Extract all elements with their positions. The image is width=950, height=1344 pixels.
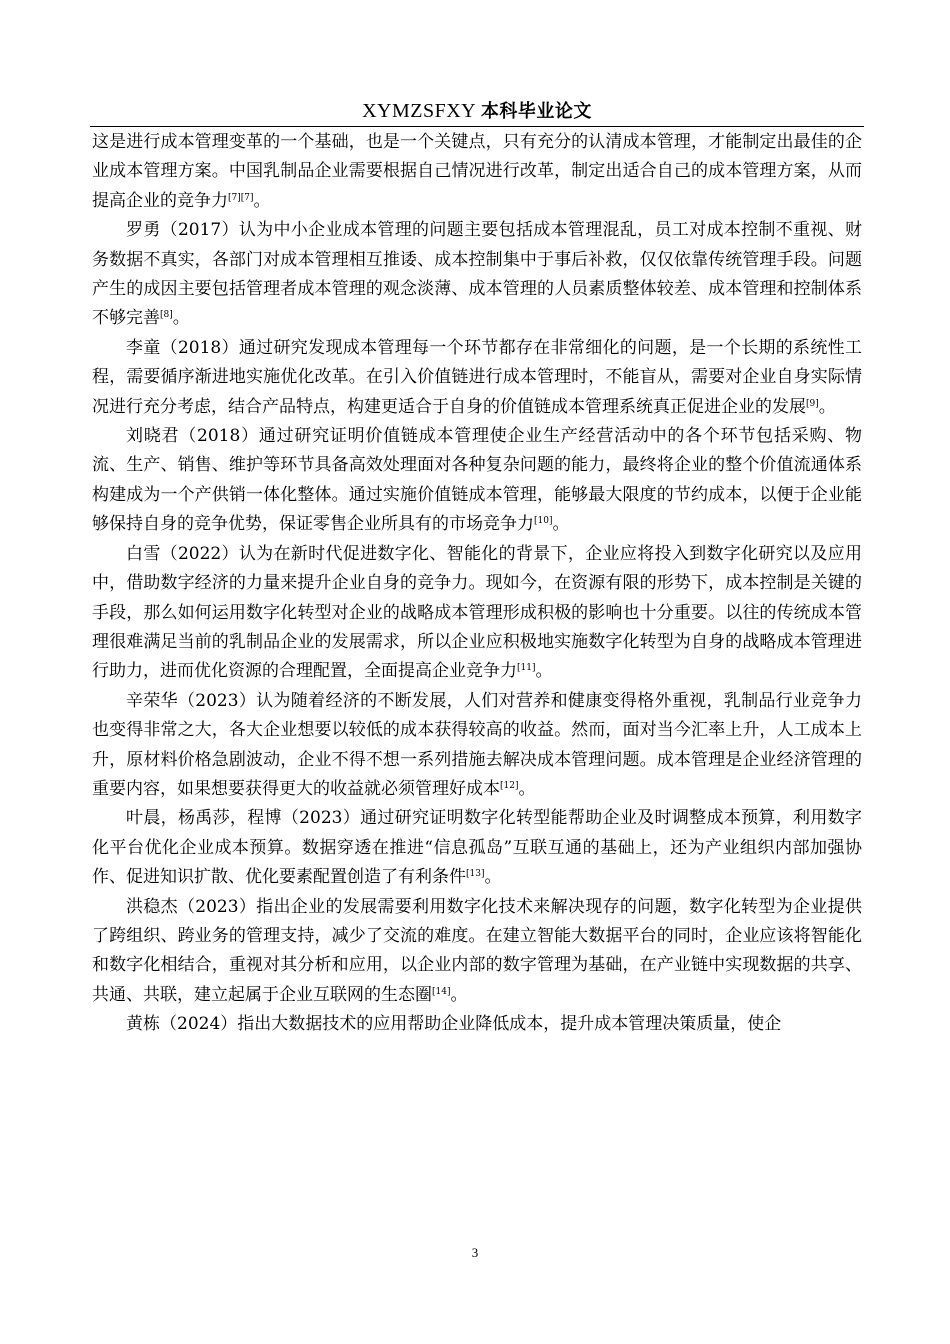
paragraph-tail: 。 xyxy=(484,867,502,888)
header-rule xyxy=(90,126,864,127)
citation-ref: [10] xyxy=(534,516,553,527)
paragraph-text: 这是进行成本管理变革的一个基础，也是一个关键点，只有充分的认清成本管理，才能制定出最佳的企业成本管理方案。中国乳制品企业需要根据自己情况进行改革，制定出适合自己的成本管理方案，从而提高企业的竞争力 xyxy=(92,132,862,211)
header-title-latin: XYMZSFXY xyxy=(362,100,481,122)
paragraph-tail: 。 xyxy=(172,308,190,329)
citation-ref: [11] xyxy=(517,663,536,674)
document-body xyxy=(92,128,862,1040)
paragraph-text: 辛荣华（2023）认为随着经济的不断发展，人们对营养和健康变得格外重视，乳制品行业竞争力也变得非常之大，各大企业想要以较低的成本获得较高的收益。然而，面对当今汇率上升，人工成本上升，原材料价格急剧波动，企业不得不想一系列措施去解决成本管理问题。成本管理是企业经济管理的重要内容，如果想要获得更大的收益就必须管理好成本 xyxy=(92,690,862,799)
citation-ref: [14] xyxy=(432,986,451,997)
paragraph-tail: 。 xyxy=(518,778,536,799)
paragraph-tail: 。 xyxy=(818,396,836,417)
paragraph xyxy=(92,128,862,216)
paragraph-text: 刘晓君（2018）通过研究证明价值链成本管理使企业生产经营活动中的各个环节包括采购、物流、生产、销售、维护等环节具备高效处理面对各种复杂问题的能力，最终将企业的整个价值流通体系构建成为一个产供销一体化整体。通过实施价值链成本管理，能够最大限度的节约成本，以便于企业能够保持自身的竞争优势，保证零售企业所具有的市场竞争力 xyxy=(92,426,862,535)
citation-ref: [8] xyxy=(160,310,173,321)
header-title-chinese: 本科毕业论文 xyxy=(480,101,592,122)
paragraph-text: 罗勇（2017）认为中小企业成本管理的问题主要包括成本管理混乱，员工对成本控制不重视、财务数据不真实，各部门对成本管理相互推诿、成本控制集中于事后补救，仅仅依靠传统管理手段。问题产生的成因主要包括管理者成本管理的观念淡薄、成本管理的人员素质整体较差、成本管理和控制体系不够完善 xyxy=(92,220,862,329)
paragraph-tail: 。 xyxy=(552,514,570,535)
citation-ref: [13] xyxy=(466,869,485,880)
paragraph-text: 洪稳杰（2023）指出企业的发展需要利用数字化技术来解决现存的问题，数字化转型为企业提供了跨组织、跨业务的管理支持，减少了交流的难度。在建立智能大数据平台的同时，企业应该将智能化和数字化相结合，重视对其分析和应用，以企业内部的数字管理为基础，在产业链中实现数据的共享、共通、共联，建立起属于企业互联网的生态圈 xyxy=(92,896,862,1005)
paragraph-tail: 。 xyxy=(450,984,468,1005)
paragraph xyxy=(92,804,862,892)
citation-ref: [9] xyxy=(806,398,819,409)
paragraph xyxy=(92,1010,862,1039)
paragraph xyxy=(92,687,862,805)
paragraph-tail: 。 xyxy=(535,661,553,682)
paragraph xyxy=(92,334,862,422)
paragraph xyxy=(92,893,862,1011)
citation-ref: [12] xyxy=(500,780,519,791)
page-number: 3 xyxy=(471,1245,479,1260)
paragraph xyxy=(92,540,862,687)
paragraph-text: 黄栋（2024）指出大数据技术的应用帮助企业降低成本，提升成本管理决策质量，使企 xyxy=(126,1014,782,1035)
paragraph-text: 白雪（2022）认为在新时代促进数字化、智能化的背景下，企业应将投入到数字化研究以及应用中，借助数字经济的力量来提升企业自身的竞争力。现如今，在资源有限的形势下，成本控制是关键的手段，那么如何运用数字化转型对企业的战略成本管理形成积极的影响也十分重要。以往的传统成本管理很难满足当前的乳制品企业的发展需求，所以企业应积极地实施数字化转型为自身的战略成本管理进行助力，进而优化资源的合理配置，全面提高企业竞争力 xyxy=(92,543,862,682)
paragraph xyxy=(92,216,862,334)
page-header xyxy=(90,98,864,124)
paragraph-tail: 。 xyxy=(253,190,271,211)
citation-ref: [7][7] xyxy=(228,192,254,203)
paragraph-text: 叶晨，杨禹莎，程博（2023）通过研究证明数字化转型能帮助企业及时调整成本预算，利用数字化平台优化企业成本预算。数据穿透在推进“信息孤岛”互联互通的基础上，还为产业组织内部加强协作、促进知识扩散、优化要素配置创造了有利条件 xyxy=(92,808,862,888)
paragraph-text: 李童（2018）通过研究发现成本管理每一个环节都存在非常细化的问题，是一个长期的系统性工程，需要循序渐进地实施优化改革。在引入价值链进行成本管理时，不能盲从，需要对企业自身实际情况进行充分考虑，结合产品特点，构建更适合于自身的价值链成本管理系统真正促进企业的发展 xyxy=(92,337,862,417)
paragraph xyxy=(92,422,862,540)
